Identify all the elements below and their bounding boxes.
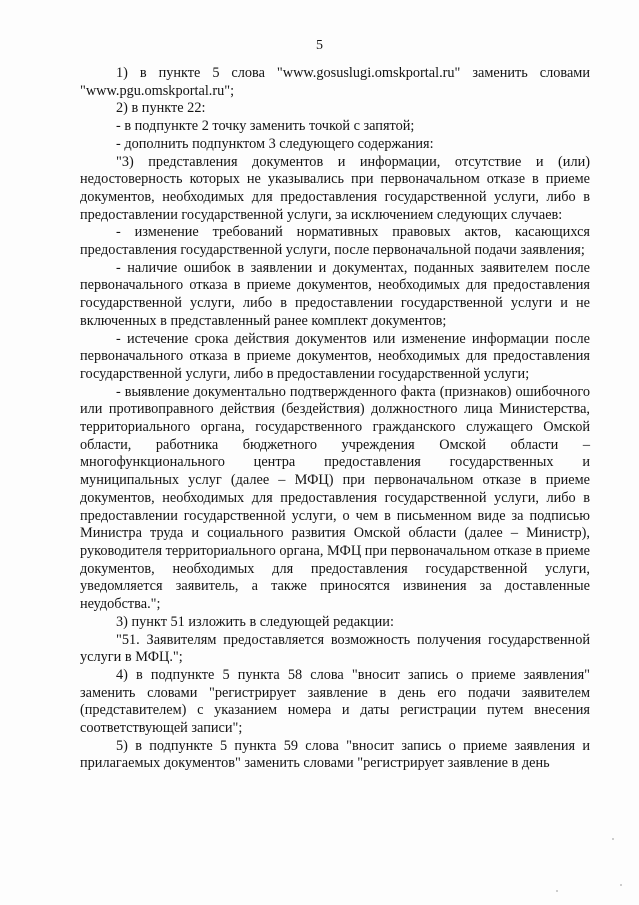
paragraph-item-1: 1) в пункте 5 слова "www.gosuslugi.omskportal.ru" заменить словами "www.pgu.omskportal.ru";: [80, 65, 590, 99]
case-law-change: - изменение требований нормативных правовых актов, касающихся предоставления государственной услуги, после первоначальной подачи заявления;: [80, 224, 590, 259]
case-expiry-of-documents: - истечение срока действия документов или изменение информации после первоначального отказа в приеме документов, необходимых для предоставления государственной услуги, либо в предоставлении государственной услуги;: [80, 330, 590, 382]
scan-speck: [556, 890, 558, 892]
paragraph-item-5: 5) в подпункте 5 пункта 59 слова "вносит запись о приеме заявления и прилагаемых документов" заменить словами "регистрирует заявление в день: [80, 737, 590, 772]
scan-speck: [612, 838, 614, 840]
subparagraph-point-replace: - в подпункте 2 точку заменить точкой с запятой;: [116, 118, 415, 135]
case-wrongful-action: - выявление документально подтвержденного факта (признаков) ошибочного или противоправного действия (бездействия) должностного лица Министерства, территориального органа, государственного гражданского служащего Омской области, работника бюджетного учреждения Омской области – многофункционального центра предоставления государственных и муниципальных услуг (далее – МФЦ) при первоначальном отказе в приеме документов, необходимых для предоставления государственной услуги, либо в предоставлении государственной услуги, о чем в письменном виде за подписью Министра труда и социального развития Омской области (далее – Министр), руководителя территориального органа, МФЦ при первоначальном отказе в приеме документов, необходимых для предоставления государственной услуги, уведомляется заявитель, а также приносятся извинения за доставленные неудобства.";: [80, 383, 590, 613]
scan-speck: [620, 884, 622, 886]
paragraph-item-3: 3) пункт 51 изложить в следующей редакции:: [116, 613, 394, 630]
subparagraph-add-point-3: - дополнить подпунктом 3 следующего содержания:: [116, 135, 434, 152]
quoted-point-3: "3) представления документов и информации, отсутствие и (или) недостоверность которых не указывались при первоначальном отказе в приеме документов, необходимых для предоставления государственной услуги, либо в предоставлении государственной услуги, за исключением следующих случаев:: [80, 153, 590, 223]
quoted-point-51: "51. Заявителям предоставляется возможность получения государственной услуги в МФЦ.";: [80, 631, 590, 666]
paragraph-item-4: 4) в подпункте 5 пункта 58 слова "вносит запись о приеме заявления" заменить словами "регистрирует заявление в день его подачи заявителем (представителем) с указанием номера и даты регистрации путем внесения соответствующей записи";: [80, 666, 590, 737]
case-errors-in-documents: - наличие ошибок в заявлении и документах, поданных заявителем после первоначального отказа в приеме документов, необходимых для предоставления государственной услуги, либо в предоставлении государственной услуги и не включенных в представленный ранее комплект документов;: [80, 259, 590, 329]
document-body: [80, 65, 590, 773]
paragraph-item-2: 2) в пункте 22:: [116, 100, 206, 117]
page-number: 5: [316, 38, 323, 53]
